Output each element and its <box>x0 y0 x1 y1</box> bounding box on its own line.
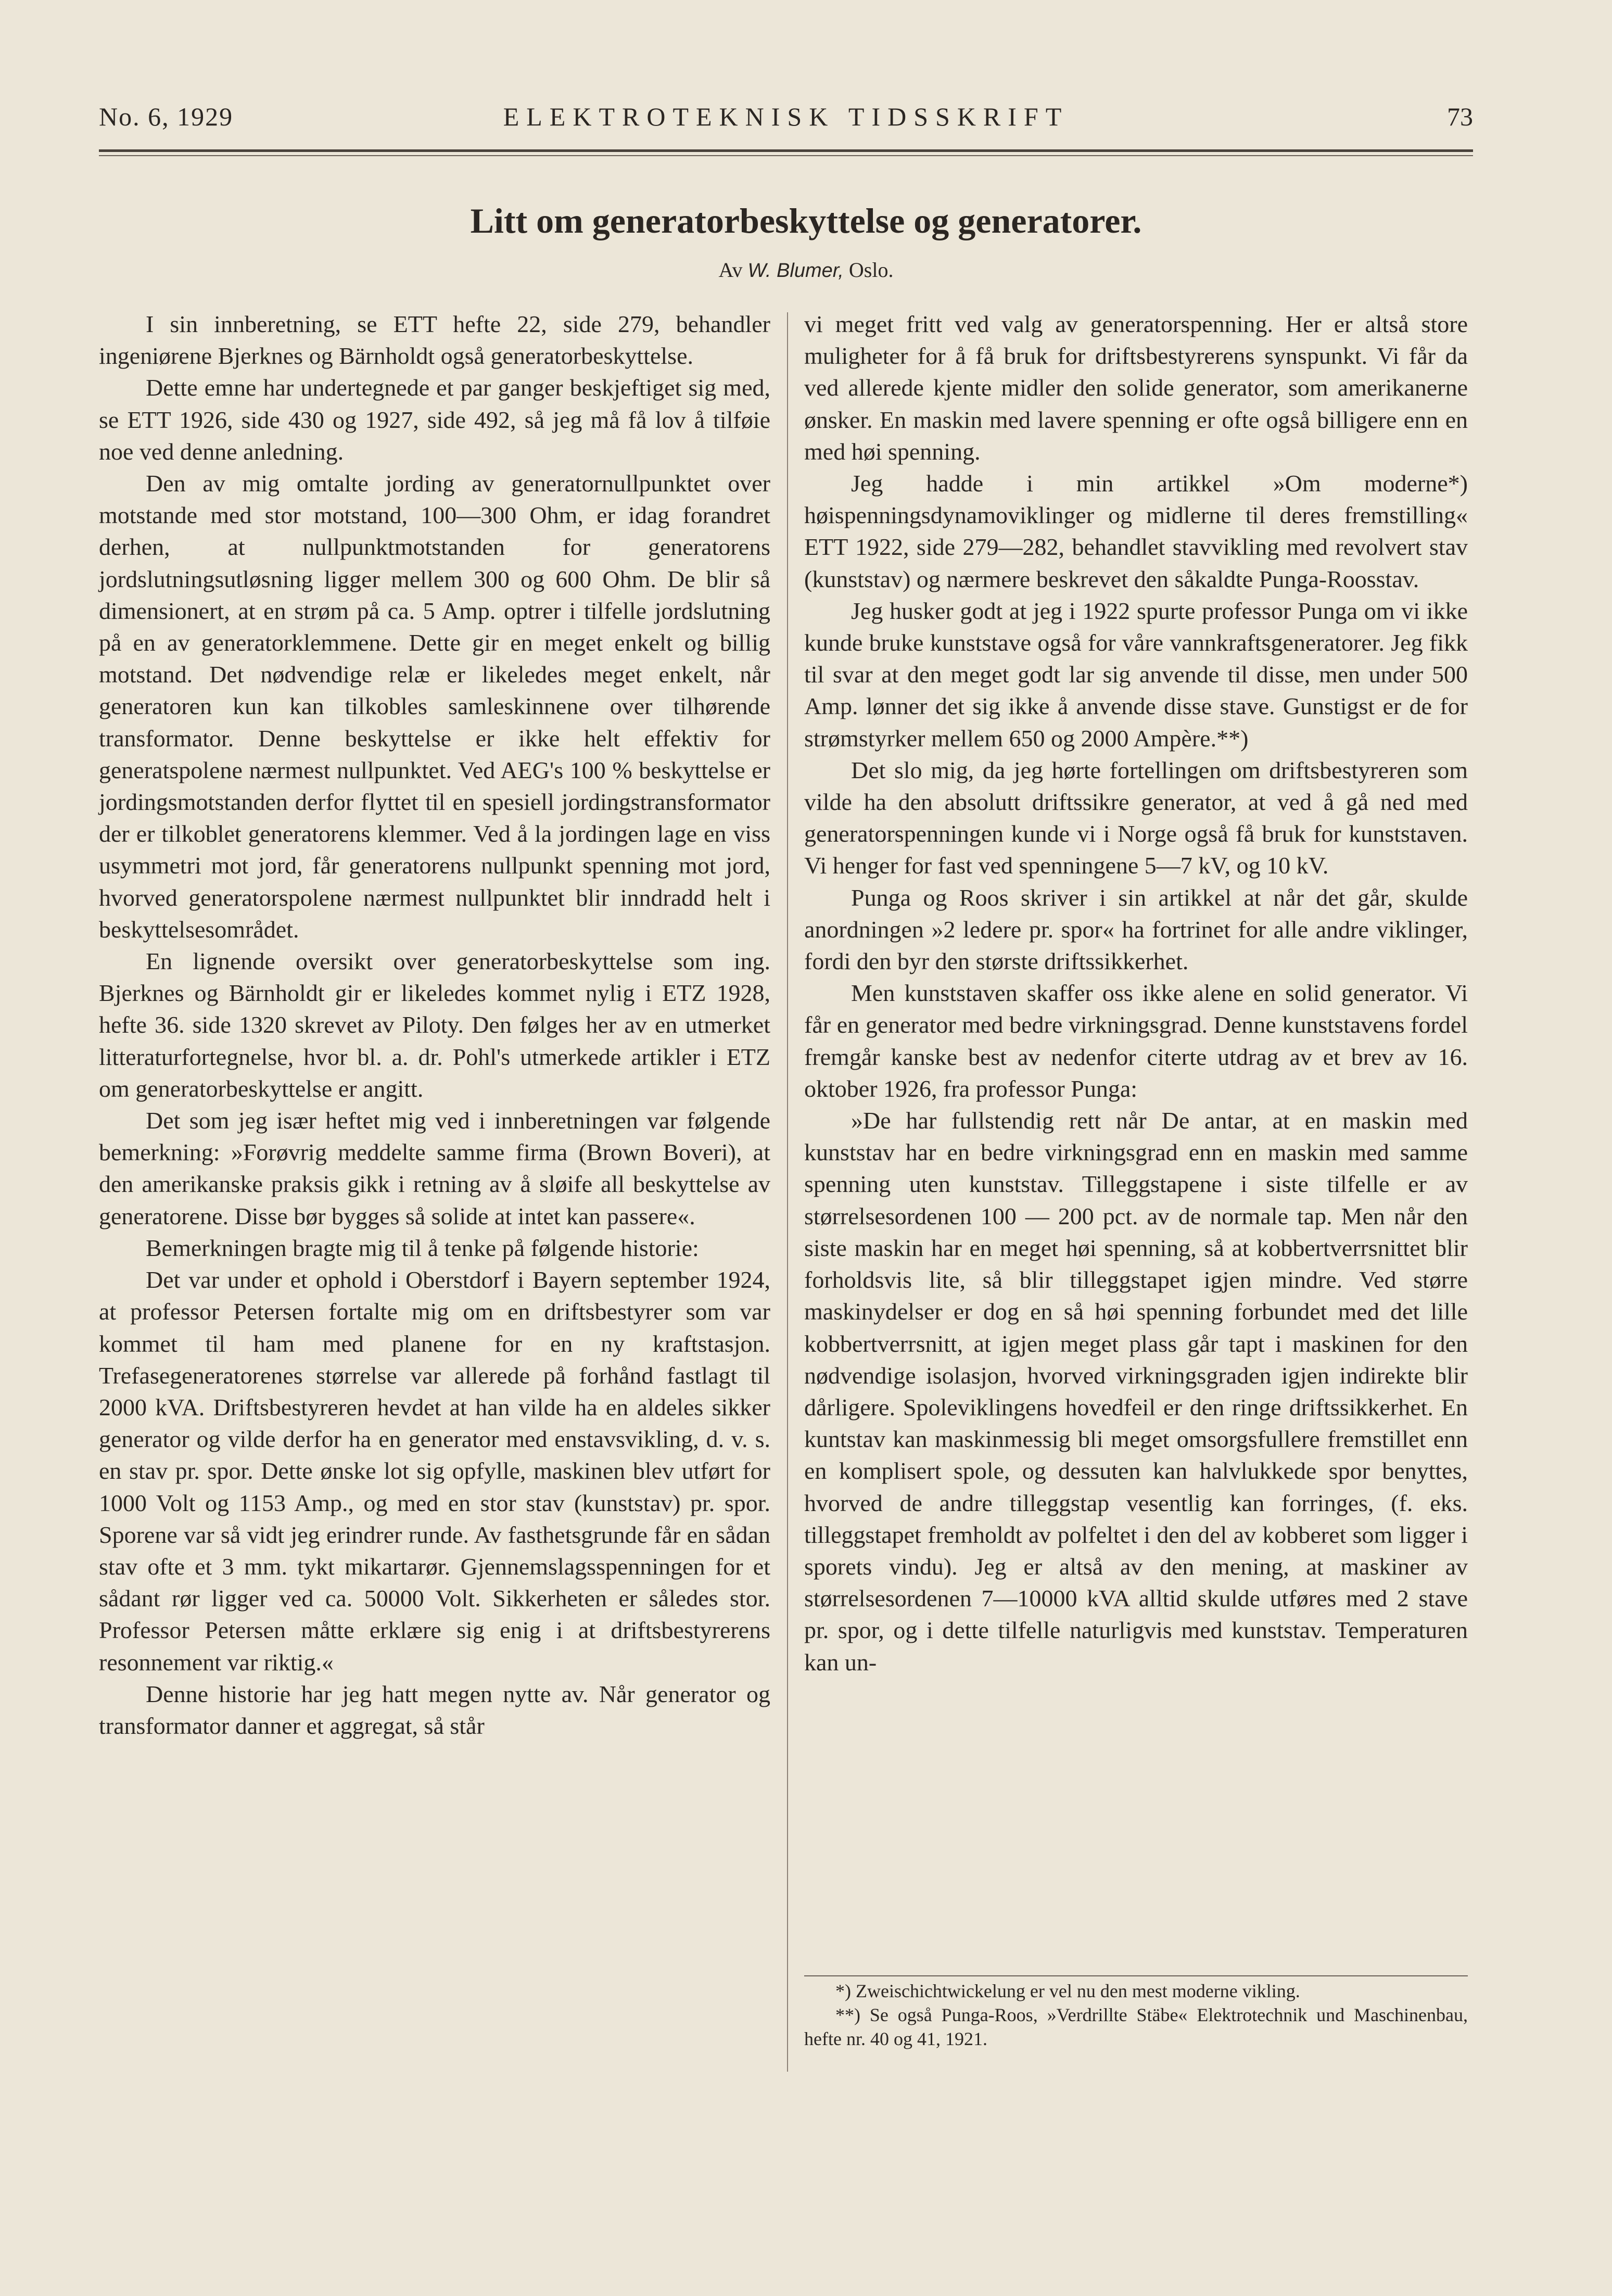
paragraph: Det var under et ophold i Oberstdorf i Bayern september 1924, at professor Petersen fortalte mig om en driftsbestyrer som var kommet til ham med planene for en ny kraftstasjon. Trefasegeneratorenes størrelse var allerede på forhånd fastlagt til 2000 kVA. Driftsbestyreren hevdet at han vilde ha en aldeles sikker generator og vilde derfor ha en generator med enstavsvikling, d. v. s. en stav pr. spor. Dette ønske lot sig opfylle, maskinen blev utført for 1000 Volt og 1153 Amp., og med en stor stav (kunststav) pr. spor. Sporene var så vidt jeg erindrer runde. Av fasthetsgrunde får en sådan stav ofte et 3 mm. tykt mikartarør. Gjennemslagsspenningen for et sådant rør ligger ved ca. 50000 Volt. Sikkerheten er således stor. Professor Petersen måtte erklære sig enig i at driftsbestyrerens resonnement var riktig.« <box>99 1266 770 1676</box>
page-number: 73 <box>1447 102 1473 131</box>
paragraph: Men kunststaven skaffer oss ikke alene en solid generator. Vi får en generator med bedre virkningsgrad. Denne kunststavens fordel fremgår kanske best av nedenfor citerte utdrag av et brev av 16. oktober 1926, fra professor Punga: <box>804 980 1468 1102</box>
footnotes <box>804 1979 1468 2051</box>
column-divider <box>787 312 788 2072</box>
paragraph: Denne historie har jeg hatt megen nytte av. Når generator og transformator danner et aggregat, så står <box>99 1680 770 1739</box>
paragraph: Jeg husker godt at jeg i 1922 spurte professor Punga om vi ikke kunde bruke kunststave også for våre vannkraftsgeneratorer. Jeg fikk til svar at den meget godt lar sig anvende til disse, men under 500 Amp. lønner det sig ikke å anvende disse stave. Gunstigst er de for strømstyrker mellem 650 og 2000 Ampère.**) <box>804 597 1468 752</box>
paragraph: Dette emne har undertegnede et par ganger beskjeftiget sig med, se ETT 1926, side 430 og 1927, side 492, så jeg må få lov å tilføie noe ved denne anledning. <box>99 374 770 465</box>
footnote-rule <box>804 1975 1468 1976</box>
paragraph: Punga og Roos skriver i sin artikkel at når det går, skulde anordningen »2 ledere pr. spor« ha fortrinet for alle andre viklinger, fordi den byr den største driftssikkerhet. <box>804 884 1468 975</box>
paragraph: Det slo mig, da jeg hørte fortellingen om driftsbestyreren som vilde ha den absolutt driftssikre generator, at ved å gå ned med generatorspenningen kunde vi i Norge også få bruk for kunststaven. Vi henger for fast ved spenningene 5—7 kV, og 10 kV. <box>804 756 1468 879</box>
author-name: W. Blumer, <box>747 260 844 282</box>
header-rule-thick <box>99 149 1473 152</box>
paragraph: Det som jeg især heftet mig ved i innberetningen var følgende bemerkning: »Forøvrig meddelte samme firma (Brown Boveri), at den amerikanske praksis gikk i retning av å sløife all beskyttelse av generatorene. Disse bør bygges så solide at intet kan passere«. <box>99 1107 770 1229</box>
right-column <box>804 308 1468 1678</box>
article-title: Litt om generatorbeskyttelse og generatorer. <box>470 201 1142 240</box>
footnote: *) Zweischichtwickelung er vel nu den mest moderne vikling. <box>835 1981 1300 2001</box>
running-head <box>99 102 1473 138</box>
issue-number: No. 6, 1929 <box>99 102 234 131</box>
paragraph: Den av mig omtalte jording av generatornullpunktet over motstande med stor motstand, 100—300 Ohm, er idag forandret derhen, at nullpunktmotstanden for generatorens jordslutningsutløsning ligger mellem 300 og 600 Ohm. De blir så dimensionert, at en strøm på ca. 5 Amp. optrer i tilfelle jordslutning på en av generatorklemmene. Dette gir en meget enkelt og billig motstand. Det nødvendige relæ er likeledes meget enkelt, når generatoren kun kan tilkobles samleskinnene over tilhørende transformator. Denne beskyttelse er ikke helt effektiv for generatspolene nærmest nullpunktet. Ved AEG's 100 % beskyttelse er jordingsmotstanden derfor flyttet til en spesiell jordingstransformator der er tilkoblet generatorens klemmer. Ved å la jordingen lage en viss usymmetri mot jord, får generatorens nullpunkt spenning mot jord, hvorved generatorspolene nærmest nullpunktet blir inndradd helt i beskyttelsesområdet. <box>99 470 770 943</box>
paragraph: Jeg hadde i min artikkel »Om moderne*) høispenningsdynamoviklinger og midlerne til deres fremstilling« ETT 1922, side 279—282, behandlet stavvikling med revolvert stav (kunststav) og nærmere beskrevet den såkaldte Punga-Roosstav. <box>804 470 1468 592</box>
byline-prefix: Av <box>718 258 743 282</box>
header-rule-thin <box>99 155 1473 156</box>
author-location: Oslo. <box>848 258 894 282</box>
paragraph: Bemerkningen bragte mig til å tenke på følgende historie: <box>146 1234 699 1261</box>
paragraph: I sin innberetning, se ETT hefte 22, side 279, behandler ingeniørene Bjerknes og Bärnholdt også generatorbeskyttelse. <box>99 311 770 370</box>
byline <box>0 258 1612 282</box>
paragraph: vi meget fritt ved valg av generatorspenning. Her er altså store muligheter for å få bruk for driftsbestyrerens synspunkt. Vi får da ved allerede kjente midler den solide generator, som amerikanerne ønsker. En maskin med lavere spenning er ofte også billigere enn en med høi spenning. <box>804 311 1468 465</box>
footnote: **) Se også Punga-Roos, »Verdrillte Stäbe« Elektrotechnik und Maschinenbau, hefte nr. 40 og 41, 1921. <box>804 2005 1468 2049</box>
paragraph: En lignende oversikt over generatorbeskyttelse som ing. Bjerknes og Bärnholdt gir er likeledes kommet nylig i ETZ 1928, hefte 36. side 1320 skrevet av Piloty. Den følges her av en utmerket litteraturfortegnelse, hvor bl. a. dr. Pohl's utmerkede artikler i ETZ om generatorbeskyttelse er angitt. <box>99 948 770 1102</box>
left-column <box>99 308 770 1742</box>
journal-name: ELEKTROTEKNISK TIDSSKRIFT <box>503 102 1069 131</box>
paragraph: »De har fullstendig rett når De antar, at en maskin med kunststav har en bedre virkningsgrad enn en maskin med samme spenning uten kunststav. Tilleggstapene i siste tilfelle er av størrelsesordenen 100 — 200 pct. av de normale tap. Men når den siste maskin har en meget høi spenning, så at kobbertverrsnittet blir forholdsvis lite, så blir tilleggstapet igjen mindre. Ved større maskinydelser er dog en så høi spenning forbundet med det lille kobbertverrsnitt, at igjen meget plass går tapt i maskinen for den nødvendige isolasjon, hvorved virkningsgraden igjen indirekte blir dårligere. Spoleviklingens hovedfeil er den ringe driftssikkerhet. En kuntstav kan maskinmessig bli meget omsorgsfullere fremstillet enn en komplisert spole, og dessuten kan halvlukkede spor benyttes, hvorved de andre tilleggstap vesentlig kan forringes, (f. eks. tilleggstapet fremholdt av polfeltet i den del av kobberet som ligger i sporets vindu). Jeg er altså av den mening, at maskiner av størrelsesordenen 7—10000 kVA alltid skulde utføres med 2 stave pr. spor, og i dette tilfelle naturligvis med kunststav. Temperaturen kan un- <box>804 1107 1468 1676</box>
